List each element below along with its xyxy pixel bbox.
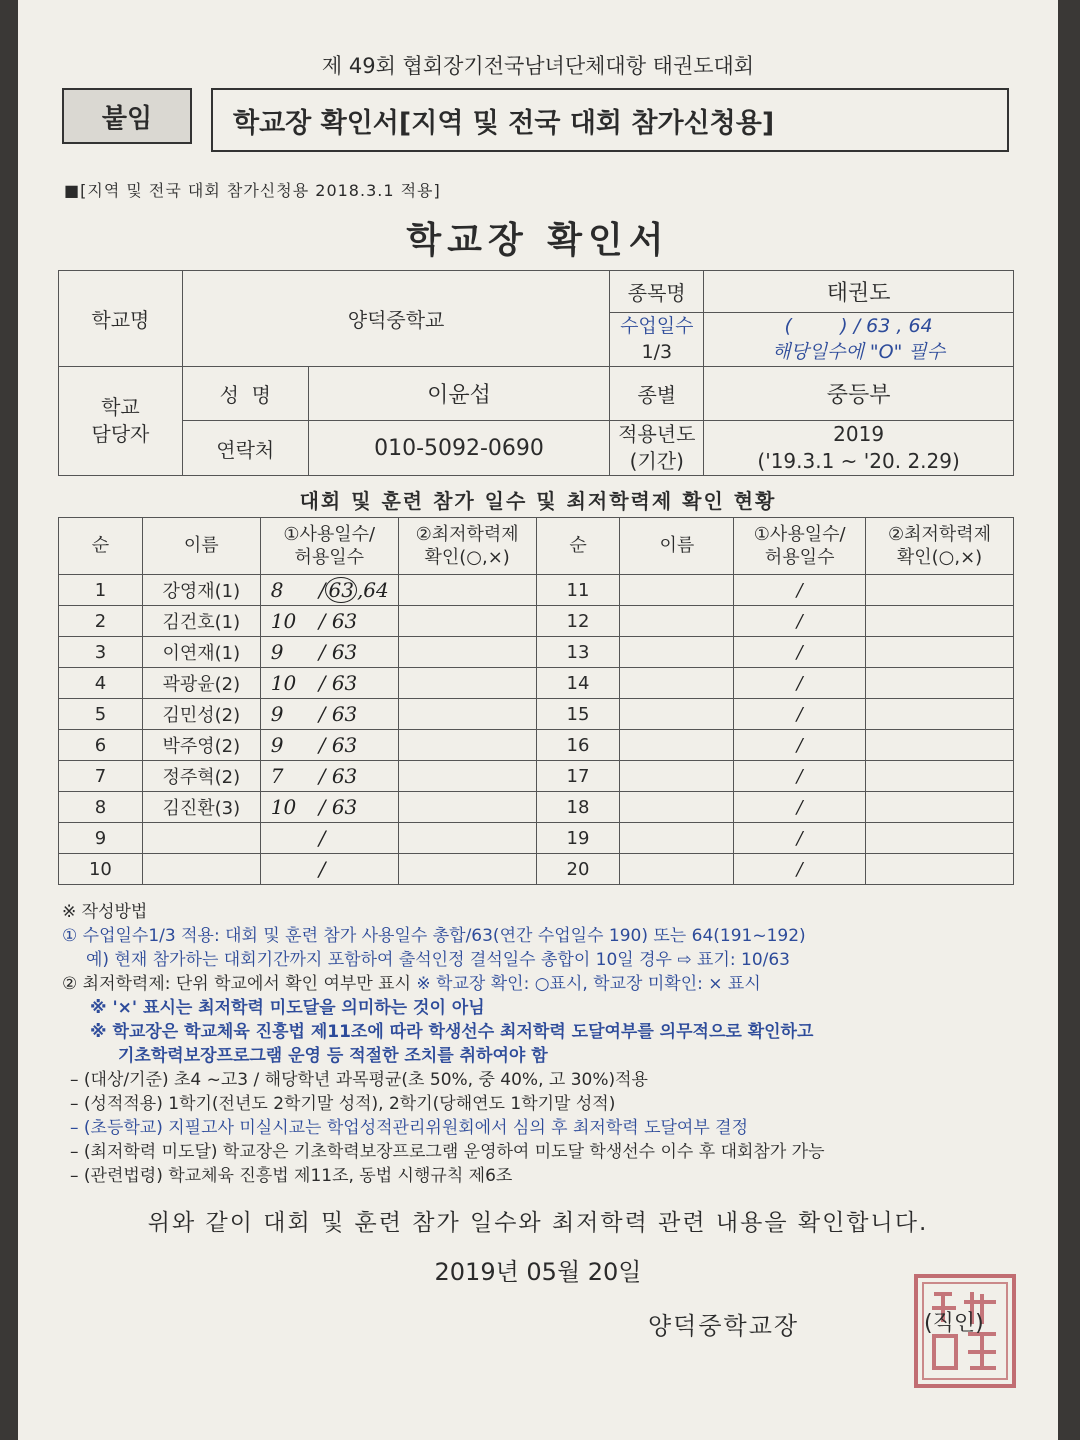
days-used-allowed: [260, 575, 398, 606]
event-title: 제 49회 협회장기전국남녀단체대항 태권도대회: [321, 54, 755, 78]
min-academic-check-right: [866, 823, 1014, 854]
class-days-value-line1: ( ) / 63 , 64: [784, 314, 933, 337]
roster-row: [59, 792, 1014, 823]
header-days-line2: 허용일수: [294, 547, 364, 568]
athlete-name-right: [620, 823, 734, 854]
header-days-right: [734, 518, 866, 575]
year-value-line1: 2019: [833, 422, 885, 446]
min-academic-check-right: [866, 606, 1014, 637]
info-table: [58, 270, 1014, 476]
division-value: 중등부: [704, 367, 1014, 421]
note-line-7: – (대상/기준) 초4 ~고3 / 해당학년 과목평균(초 50%, 중 40%, 고 30%)적용: [70, 1070, 648, 1090]
min-academic-check: [398, 761, 536, 792]
header-days-right-line1: ①사용일수/: [753, 523, 846, 545]
note-line-10: – (최저학력 미도달) 학교장은 기초학력보장프로그램 운영하여 미도달 학생선수 이수 후 대회참가 가능: [70, 1142, 825, 1162]
class-days-value: [704, 313, 1014, 367]
days-used-allowed: [260, 761, 398, 792]
athlete-name: 이연재(1): [142, 637, 260, 668]
row-no-right: 19: [536, 823, 620, 854]
row-no-right: 20: [536, 854, 620, 885]
athlete-name-right: [620, 606, 734, 637]
header-no: 순: [59, 518, 143, 575]
event-label: 종목명: [610, 271, 704, 313]
note-line-1: ① 수업일수1/3 적용: 대회 및 훈련 참가 사용일수 총합/63(연간 수업일수 190) 또는 64(191~192): [62, 926, 806, 946]
row-no: 1: [59, 575, 143, 606]
document-page: [18, 0, 1058, 1440]
doc-heading: 학교장 확인서[지역 및 전국 대회 참가신청용]: [211, 88, 1009, 152]
athlete-name-right: [620, 792, 734, 823]
roster-row: [59, 637, 1014, 668]
note-line-8: – (성적적용) 1학기(전년도 2학기말 성적), 2학기(당해연도 1학기말 성적): [70, 1094, 616, 1114]
note-line-2: 예) 현재 참가하는 대회기간까지 포함하여 출석인정 결석일수 총합이 10일 경우 ⇨ 표기: 10/63: [86, 950, 790, 970]
row-no: 8: [59, 792, 143, 823]
name-value: 이윤섭: [308, 367, 610, 421]
year-value-line2: ('19.3.1 ~ '20. 2.29): [757, 449, 960, 473]
min-academic-check: [398, 730, 536, 761]
row-no-right: 13: [536, 637, 620, 668]
school-value: 양덕중학교: [182, 271, 610, 367]
days-allowed: / 63: [318, 764, 358, 788]
days-used-allowed-right: /: [734, 575, 866, 606]
days-allowed: / 63: [318, 671, 358, 695]
header-check-line1: ②최저학력제: [415, 523, 519, 545]
header-check-right-line1: ②최저학력제: [888, 523, 992, 545]
year-value: [704, 421, 1014, 476]
header-check: [398, 518, 536, 575]
athlete-name: 곽광윤(2): [142, 668, 260, 699]
roster-row: [59, 730, 1014, 761]
year-label-line1: 적용년도: [618, 422, 696, 446]
days-allowed: / 63: [318, 640, 358, 664]
applied-note: ■[지역 및 전국 대회 참가신청용 2018.3.1 적용]: [64, 181, 441, 200]
days-used-allowed: [260, 637, 398, 668]
days-used-allowed-right: /: [734, 606, 866, 637]
class-days-label: [610, 313, 704, 367]
roster-row: [59, 823, 1014, 854]
athlete-name: 강영재(1): [142, 575, 260, 606]
row-no: 9: [59, 823, 143, 854]
athlete-name-right: [620, 854, 734, 885]
athlete-name: [142, 823, 260, 854]
min-academic-check-right: [866, 730, 1014, 761]
athlete-name-right: [620, 730, 734, 761]
days-used-allowed-right: /: [734, 792, 866, 823]
athlete-name: 김건호(1): [142, 606, 260, 637]
min-academic-check-right: [866, 668, 1014, 699]
year-label: [610, 421, 704, 476]
header-name: 이름: [142, 518, 260, 575]
days-used: 9: [270, 640, 284, 664]
note-line-9: – (초등학교) 지필고사 미실시교는 학업성적관리위원회에서 심의 후 최저학력 도달여부 결정: [70, 1118, 749, 1138]
note-line-3a: ② 최저학력제: 단위 학교에서 확인 여부만 표시: [62, 974, 411, 994]
row-no-right: 17: [536, 761, 620, 792]
days-allowed: /: [318, 857, 326, 881]
days-used-allowed: [260, 854, 398, 885]
min-academic-check: [398, 668, 536, 699]
athlete-name: 김민성(2): [142, 699, 260, 730]
roster-row: [59, 761, 1014, 792]
contact-value: 010-5092-0690: [308, 421, 610, 476]
roster-row: [59, 606, 1014, 637]
notes-heading: ※ 작성방법: [62, 902, 148, 922]
days-used: 9: [270, 702, 284, 726]
athlete-name-right: [620, 699, 734, 730]
row-no: 3: [59, 637, 143, 668]
days-used-allowed-right: /: [734, 730, 866, 761]
athlete-name: 정주혁(2): [142, 761, 260, 792]
min-academic-check-right: [866, 575, 1014, 606]
days-used-allowed: [260, 792, 398, 823]
days-allowed: /: [318, 826, 326, 850]
days-used-allowed-right: /: [734, 761, 866, 792]
note-line-3: [62, 972, 1042, 996]
min-academic-check-right: [866, 761, 1014, 792]
days-used-allowed-right: /: [734, 637, 866, 668]
class-days-label-line2: 1/3: [641, 340, 673, 363]
min-academic-check-right: [866, 792, 1014, 823]
row-no: 7: [59, 761, 143, 792]
days-allowed: / 63 ,64: [318, 578, 389, 602]
days-used-allowed: [260, 668, 398, 699]
days-used: 9: [270, 733, 284, 757]
min-academic-check-right: [866, 637, 1014, 668]
roster-row: [59, 854, 1014, 885]
header-check-right-line2: 확인(○,×): [896, 547, 983, 568]
roster-section-title: 대회 및 훈련 참가 일수 및 최저학력제 확인 현황: [299, 489, 777, 513]
days-used-allowed-right: /: [734, 823, 866, 854]
min-academic-check: [398, 575, 536, 606]
athlete-name: 김진환(3): [142, 792, 260, 823]
days-used-allowed-right: /: [734, 699, 866, 730]
min-academic-check-right: [866, 699, 1014, 730]
min-academic-check-right: [866, 854, 1014, 885]
min-academic-check: [398, 792, 536, 823]
roster-table: [58, 517, 1014, 885]
note-line-11: – (관련법령) 학교체육 진흥법 제11조, 동법 시행규칙 제6조: [70, 1166, 513, 1186]
row-no-right: 16: [536, 730, 620, 761]
roster-row: [59, 575, 1014, 606]
header-name-right: 이름: [620, 518, 734, 575]
days-used: 10: [270, 671, 297, 695]
row-no: 4: [59, 668, 143, 699]
doc-title: 학교장 확인서: [406, 220, 670, 261]
roster-row: [59, 668, 1014, 699]
days-allowed: / 63: [318, 795, 358, 819]
header-days-line1: ①사용일수/: [283, 523, 376, 545]
allowed-days-suffix: ,64: [356, 578, 389, 602]
min-academic-check: [398, 606, 536, 637]
seal-label: (직인): [924, 1311, 984, 1336]
days-used: 7: [270, 764, 284, 788]
principal-signature: 양덕중학교장: [648, 1312, 800, 1340]
row-no-right: 11: [536, 575, 620, 606]
event-value: 태권도: [704, 271, 1014, 313]
min-academic-check: [398, 699, 536, 730]
header-days: [260, 518, 398, 575]
manager-label-line1: 학교: [101, 395, 140, 419]
division-label: 종별: [610, 367, 704, 421]
writing-instructions: [62, 900, 1042, 1188]
min-academic-check: [398, 854, 536, 885]
header-check-line2: 확인(○,×): [424, 547, 510, 568]
row-no: 2: [59, 606, 143, 637]
days-used-allowed: [260, 699, 398, 730]
min-academic-check: [398, 637, 536, 668]
header-no-right: 순: [536, 518, 620, 575]
min-academic-check: [398, 823, 536, 854]
roster-header-row: [59, 518, 1014, 575]
confirmation-statement: 위와 같이 대회 및 훈련 참가 일수와 최저학력 관련 내용을 확인합니다.: [147, 1210, 929, 1236]
issue-date: 2019년 05월 20일: [434, 1258, 642, 1286]
row-no-right: 15: [536, 699, 620, 730]
attachment-tag: 붙임: [62, 88, 192, 144]
note-line-4: ※ '×' 표시는 최저학력 미도달을 의미하는 것이 아님: [90, 998, 485, 1018]
days-allowed: / 63: [318, 609, 358, 633]
days-used-allowed-right: /: [734, 668, 866, 699]
circled-allowed-days: 63: [325, 577, 356, 603]
days-used-allowed: [260, 606, 398, 637]
days-used: 10: [270, 609, 297, 633]
athlete-name-right: [620, 637, 734, 668]
days-used-allowed: [260, 823, 398, 854]
row-no: 6: [59, 730, 143, 761]
note-line-3b: ※ 학교장 확인: ○표시, 학교장 미확인: × 표시: [411, 974, 761, 994]
athlete-name-right: [620, 575, 734, 606]
manager-label-line2: 담당자: [91, 422, 150, 446]
class-days-value-line2: 해당일수에 "O" 필수: [772, 340, 946, 363]
days-used: 10: [270, 795, 297, 819]
class-days-label-line1: 수업일수: [620, 314, 694, 337]
roster-row: [59, 699, 1014, 730]
header-days-right-line2: 허용일수: [764, 547, 835, 568]
name-label: 성 명: [182, 367, 308, 421]
school-label: 학교명: [59, 271, 183, 367]
days-allowed: / 63: [318, 733, 358, 757]
athlete-name-right: [620, 668, 734, 699]
note-line-5: ※ 학교장은 학교체육 진흥법 제11조에 따라 학생선수 최저학력 도달여부를 의무적으로 확인하고: [90, 1022, 814, 1042]
days-allowed: / 63: [318, 702, 358, 726]
row-no: 5: [59, 699, 143, 730]
row-no: 10: [59, 854, 143, 885]
days-used-allowed-right: /: [734, 854, 866, 885]
days-used-allowed: [260, 730, 398, 761]
days-used: 8: [270, 578, 284, 602]
note-line-6: 기초학력보장프로그램 운영 등 적절한 조치를 취하여야 함: [118, 1046, 548, 1066]
athlete-name: [142, 854, 260, 885]
athlete-name-right: [620, 761, 734, 792]
row-no-right: 18: [536, 792, 620, 823]
header-check-right: [866, 518, 1014, 575]
year-label-line2: (기간): [629, 449, 684, 473]
row-no-right: 12: [536, 606, 620, 637]
manager-label: [59, 367, 183, 476]
athlete-name: 박주영(2): [142, 730, 260, 761]
contact-label: 연락처: [182, 421, 308, 476]
row-no-right: 14: [536, 668, 620, 699]
